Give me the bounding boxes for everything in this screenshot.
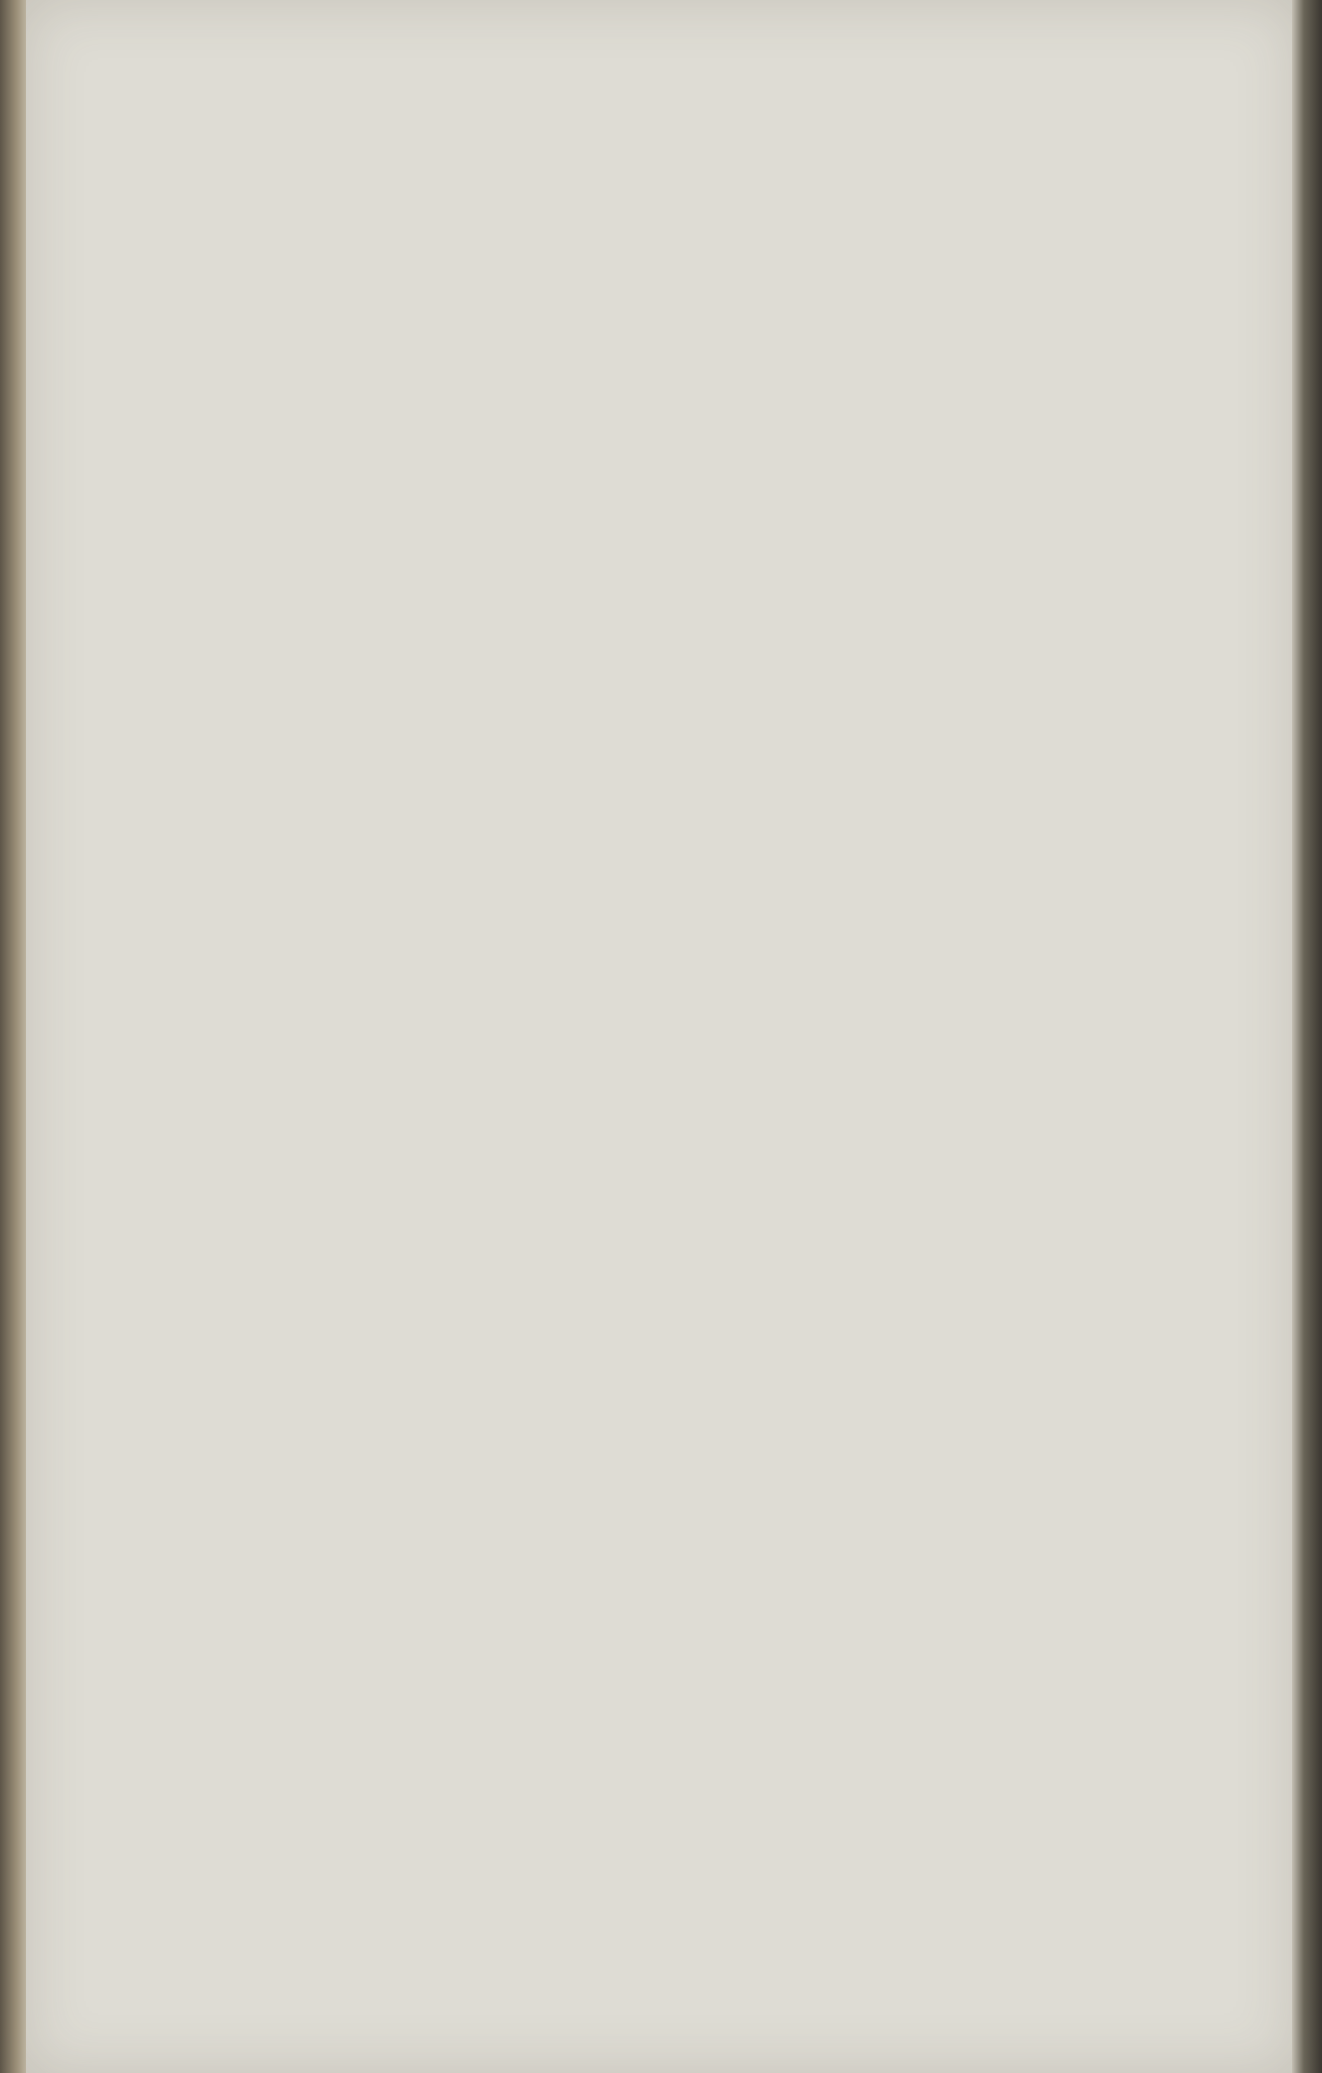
page-text xyxy=(214,155,1204,181)
book-edge xyxy=(1292,0,1322,2073)
paper-page xyxy=(26,0,1296,2073)
